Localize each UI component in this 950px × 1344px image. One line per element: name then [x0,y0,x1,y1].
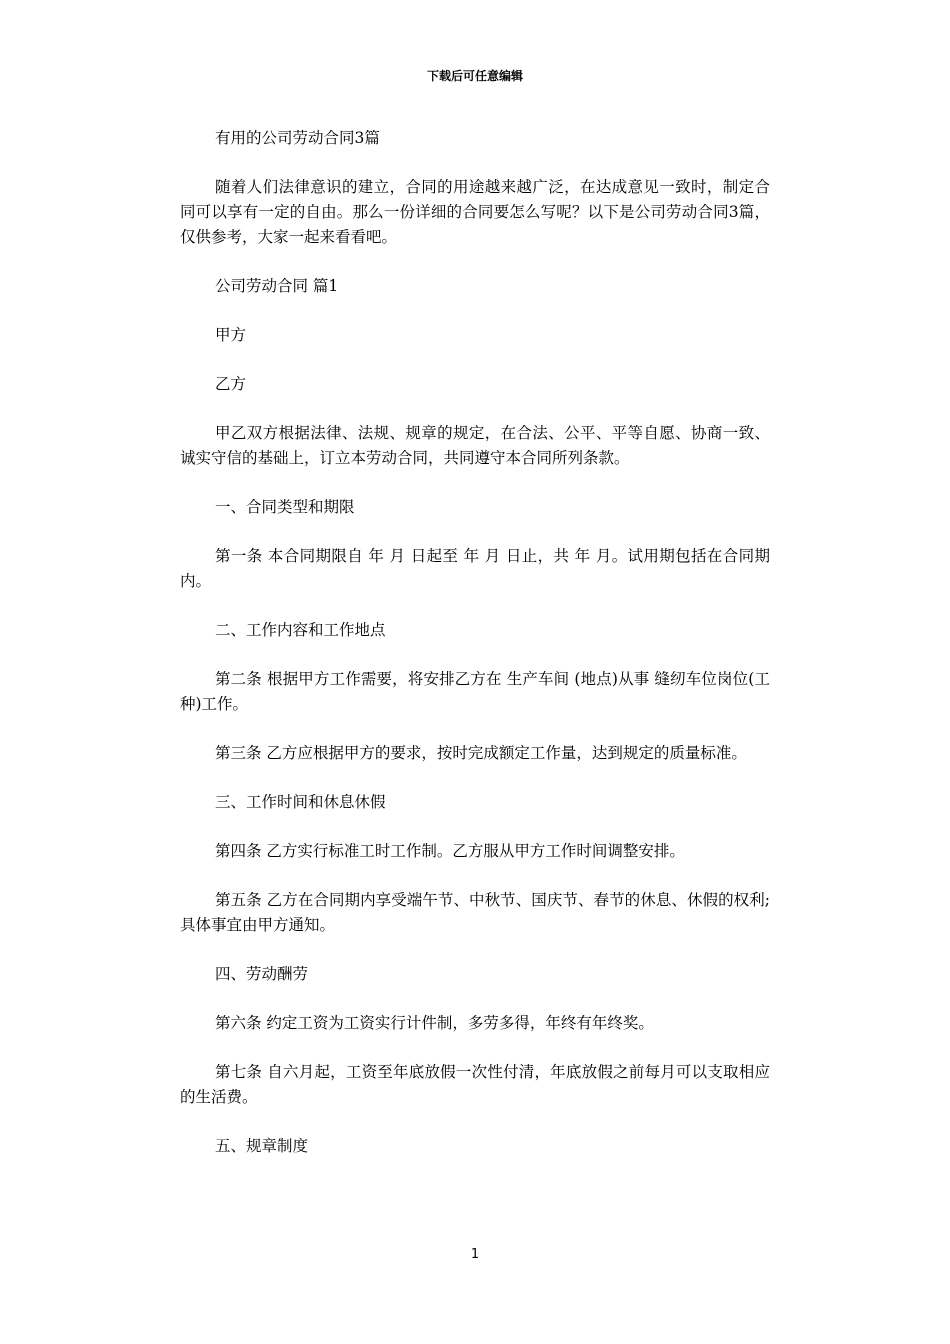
document-title: 有用的公司劳动合同3篇 [215,129,380,147]
article-paragraph: 第一条 本合同期限自 年 月 日起至 年 月 日止，共 年 月。试用期包括在合同期内。 [180,547,770,590]
document-body [180,126,770,1183]
article-paragraph: 第六条 约定工资为工资实行计件制，多劳多得，年终有年终奖。 [215,1014,654,1032]
page-header: 下载后可任意编辑 [426,69,523,83]
chapter-heading: 一、合同类型和期限 [215,498,355,516]
article-paragraph: 第五条 乙方在合同期内享受端午节、中秋节、国庆节、春节的休息、休假的权利;具体事宜由甲方通知。 [180,891,770,934]
chapter-heading: 三、工作时间和休息休假 [215,793,386,811]
party-b-label: 乙方 [215,375,247,393]
article-paragraph: 第七条 自六月起，工资至年底放假一次性付清，年底放假之前每月可以支取相应的生活费。 [180,1063,770,1106]
section-heading: 公司劳动合同 篇1 [215,277,339,295]
article-paragraph: 第三条 乙方应根据甲方的要求，按时完成额定工作量，达到规定的质量标准。 [215,744,747,762]
page-number: 1 [470,1247,480,1262]
article-paragraph: 第二条 根据甲方工作需要，将安排乙方在 生产车间 (地点)从事 缝纫车位岗位(工种)工作。 [180,670,770,713]
chapter-heading: 四、劳动酬劳 [215,965,309,983]
party-a-label: 甲方 [215,326,247,344]
chapter-heading: 二、工作内容和工作地点 [215,621,386,639]
chapter-heading: 五、规章制度 [215,1137,309,1155]
intro-paragraph: 随着人们法律意识的建立，合同的用途越来越广泛，在达成意见一致时，制定合同可以享有一定的自由。那么一份详细的合同要怎么写呢？以下是公司劳动合同3篇，仅供参考，大家一起来看看吧。 [180,178,770,246]
preamble-paragraph: 甲乙双方根据法律、法规、规章的规定，在合法、公平、平等自愿、协商一致、诚实守信的基础上，订立本劳动合同，共同遵守本合同所列条款。 [180,424,770,467]
article-paragraph: 第四条 乙方实行标准工时工作制。乙方服从甲方工作时间调整安排。 [215,842,685,860]
